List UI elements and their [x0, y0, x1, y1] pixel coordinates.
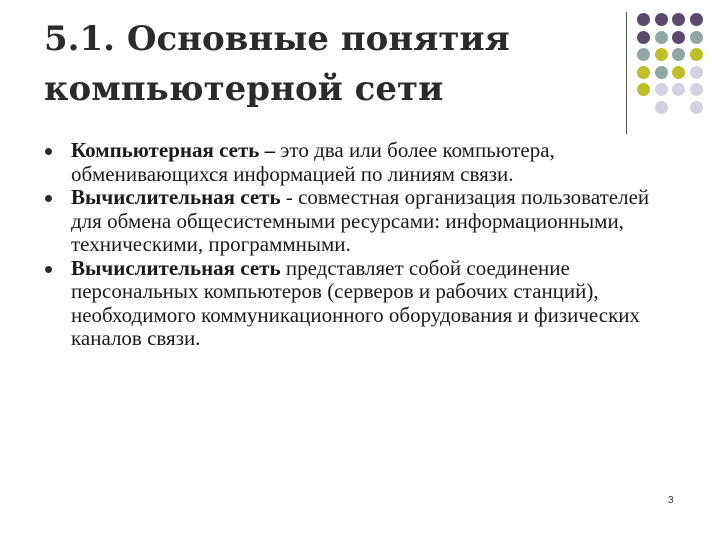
- definition-term: Компьютерная сеть –: [71, 138, 276, 162]
- slide-title-line-1: 5.1. Основные понятия: [44, 19, 510, 59]
- decorative-dot: [655, 31, 668, 44]
- decorative-dot: [690, 13, 703, 26]
- decorative-divider: [626, 12, 627, 134]
- bullet-icon: [45, 266, 52, 273]
- decorative-dot: [655, 66, 668, 79]
- decorative-dot: [637, 66, 650, 79]
- page-number: 3: [668, 495, 674, 506]
- definition-term: Вычислительная сеть: [71, 185, 281, 209]
- decorative-dot: [655, 101, 668, 114]
- decorative-dot: [672, 31, 685, 44]
- slide-title-line-2: компьютерной сети: [44, 69, 444, 109]
- decorative-dot: [637, 83, 650, 96]
- decorative-dot: [637, 13, 650, 26]
- decorative-dot: [690, 66, 703, 79]
- decorative-dot: [690, 48, 703, 61]
- definition-item: [44, 257, 684, 351]
- decorative-dot: [672, 66, 685, 79]
- slide-title: [44, 14, 604, 114]
- decorative-dot: [655, 13, 668, 26]
- decorative-dot: [637, 31, 650, 44]
- decorative-dot: [672, 83, 685, 96]
- definition-term: Вычислительная сеть: [71, 255, 281, 280]
- definition-text: представляет собой соединение персональных компьютеров (серверов и рабочих станций), необходимого коммуникационного оборудования и физических каналов связи.: [71, 255, 641, 350]
- definition-item: [44, 139, 684, 186]
- decorative-dot: [690, 83, 703, 96]
- decorative-dot: [690, 31, 703, 44]
- definition-text: - совместная организация пользователей для обмена общесистемными ресурсами: информационными, техническими, программными.: [71, 185, 650, 256]
- definition-list: [44, 139, 684, 351]
- decorative-dot-grid: [637, 13, 717, 119]
- decorative-dot: [690, 101, 703, 114]
- decorative-dot: [655, 48, 668, 61]
- decorative-dot: [672, 13, 685, 26]
- decorative-dot: [637, 48, 650, 61]
- definition-text: это два или более компьютера, обменивающихся информацией по линиям связи.: [71, 138, 555, 186]
- definition-item: [44, 186, 684, 257]
- decorative-dot: [672, 48, 685, 61]
- bullet-icon: [45, 195, 52, 202]
- decorative-dot: [655, 83, 668, 96]
- bullet-icon: [45, 148, 52, 155]
